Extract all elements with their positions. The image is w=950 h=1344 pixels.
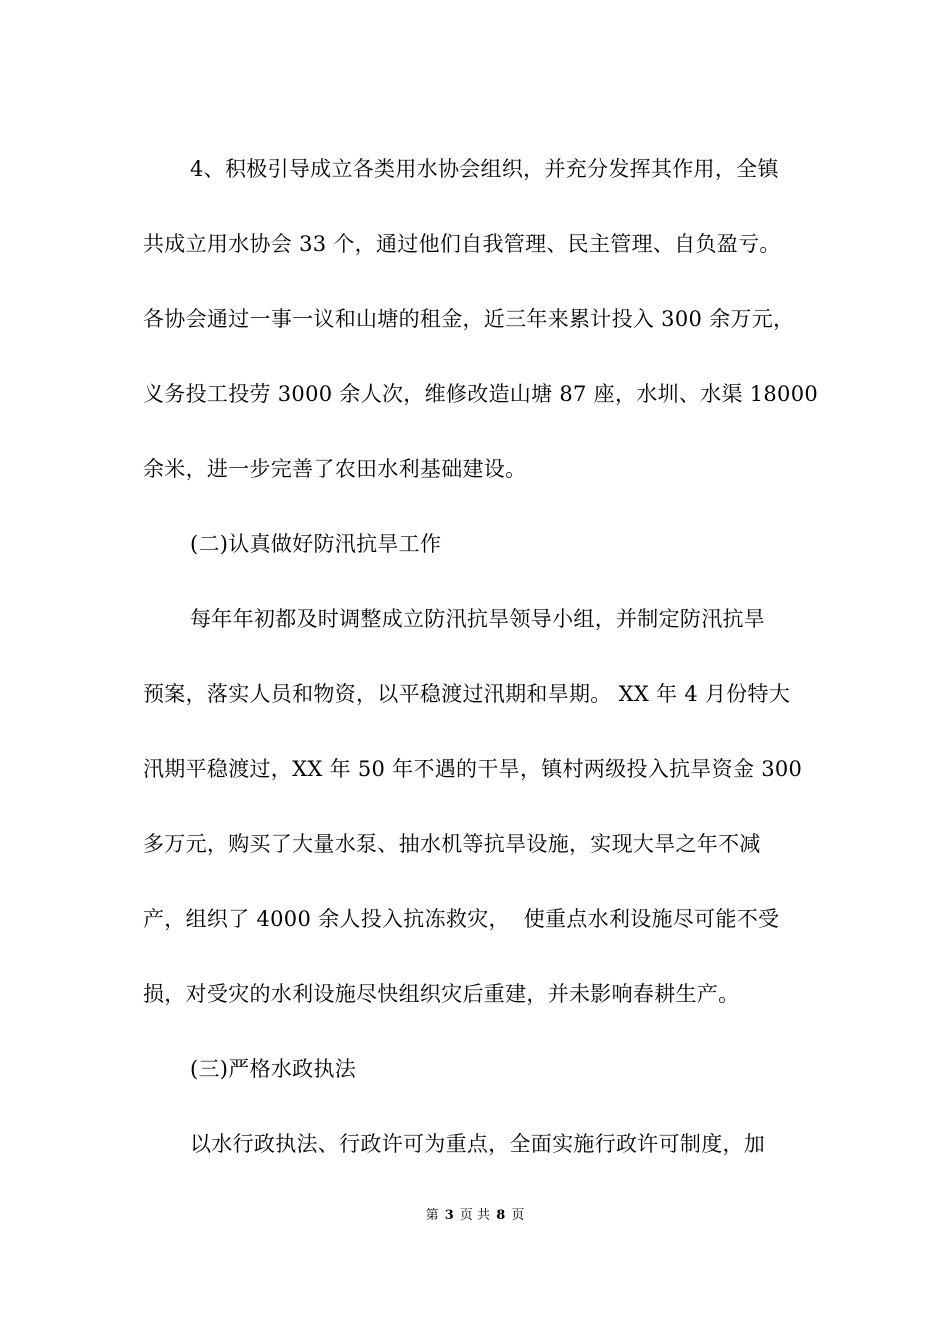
flood-paragraph-line-5: 产，组织了 4000 余人投入抗冻救灾， 使重点水利设施尽可能不受 <box>143 907 780 931</box>
flood-paragraph-line-3: 汛期平稳渡过，XX 年 50 年不遇的干旱，镇村两级投入抗旱资金 300 <box>143 757 803 781</box>
section-heading-water-law: (三)严格水政执法 <box>190 1057 357 1081</box>
flood-paragraph-line-1: 每年年初都及时调整成立防汛抗旱领导小组，并制定防汛抗旱 <box>190 607 766 631</box>
page-footer <box>0 1206 950 1226</box>
paragraph-4-line-5: 余米，进一步完善了农田水利基础建设。 <box>143 457 527 481</box>
water-law-paragraph-line-1: 以水行政执法、行政许可为重点，全面实施行政许可制度，加 <box>190 1132 766 1156</box>
paragraph-4-line-4: 义务投工投劳 3000 余人次，维修改造山塘 87 座，水圳、水渠 18000 <box>143 382 819 406</box>
paragraph-4-line-2: 共成立用水协会 33 个，通过他们自我管理、民主管理、自负盈亏。 <box>143 232 781 256</box>
paragraph-4-line-3: 各协会通过一事一议和山塘的租金，近三年来累计投入 300 余万元， <box>143 307 795 331</box>
paragraph-4-line-1: 4、积极引导成立各类用水协会组织，并充分发挥其作用，全镇 <box>190 157 779 181</box>
footer-total-pages: 8 <box>496 1208 506 1223</box>
footer-prefix: 第 <box>425 1208 439 1223</box>
flood-paragraph-line-2: 预案，落实人员和物资，以平稳渡过汛期和旱期。 XX 年 4 月份特大 <box>143 682 791 706</box>
footer-middle: 页 共 <box>459 1208 491 1223</box>
document-body <box>143 132 819 1182</box>
section-heading-flood-drought: (二)认真做好防汛抗旱工作 <box>190 532 442 556</box>
flood-paragraph-line-6: 损，对受灾的水利设施尽快组织灾后重建，并未影响春耕生产。 <box>143 982 740 1006</box>
flood-paragraph-line-4: 多万元，购买了大量水泵、抽水机等抗旱设施，实现大旱之年不减 <box>143 832 761 856</box>
footer-suffix: 页 <box>511 1208 525 1223</box>
footer-current-page: 3 <box>444 1208 454 1223</box>
